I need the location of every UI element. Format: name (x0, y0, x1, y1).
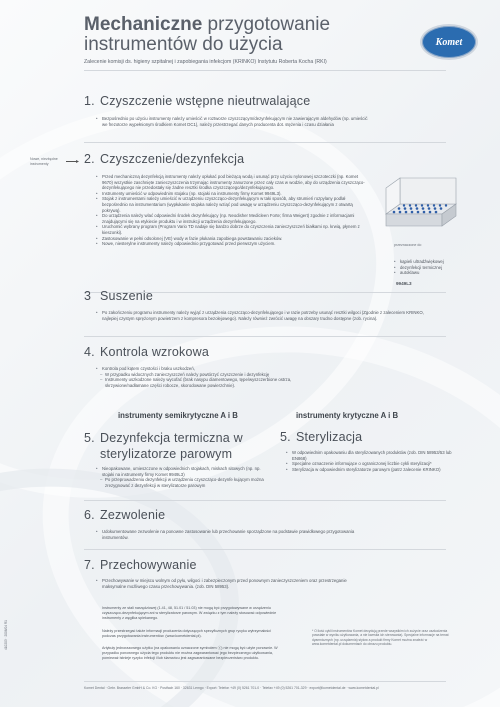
list-item: • Uruchomić wybrany program (Program Vario TD nadaje się bardzo dobrze do czyszczenia zanieczyszczeń białkami np. krwią, płynem z kieszonki). (96, 224, 366, 235)
list-subitem: – W przypadku widocznych zanieczyszczeń należy powtórzyć czyszczenie i dezynfekcję (96, 372, 326, 378)
section-1-title (84, 94, 310, 108)
komet-logo (420, 24, 478, 60)
list-item: • kąpieli ultradźwiękowej (394, 259, 474, 265)
divider (84, 500, 446, 501)
section-number: 3 (84, 289, 92, 303)
list-item: • Przechowywanie w miejscu wolnym od pyłu, wilgoci i zabezpieczonym przed ponownym zanieczyszczeniem oraz przestrzeganie maksymalne możliwego czasu przechowywania. (zob. DIN 58953). (96, 578, 366, 589)
list-subitem: – Po przeprowadzeniu dezynfekcji w urządzeniu czyszcząco-dezynfe kującym można zrezygnować z dezynfekcji w sterylizatorze parowym (96, 477, 266, 488)
section-number: 2. (84, 152, 95, 166)
section-6-list (96, 529, 366, 540)
list-item: • autoklawu (394, 270, 474, 276)
list-item: • Instrumenty umieścić w odpowiednim stojaku (np. stojaki na instrumenty firmy Komet 9949L3). (96, 191, 366, 197)
section-6-title (84, 508, 165, 522)
footer-note-2: Należy przestrzegać także informacji producenta dotyczących specyficznych grup rycyku wytrzymałości podczas przygotowania instrumentów. (www.kometdental.pl). (102, 629, 271, 638)
tray-caption: przeznaczone do (394, 243, 422, 247)
section-heading-line2: sterylizatorze parowym (100, 447, 233, 461)
tray-uses-list (394, 259, 474, 276)
divider (84, 142, 446, 143)
bottom-contact-bar: Komet Dental · Gebr. Brasseler GmbH & Co. KG · Postfach 160 · 32631 Lemgo · Export: Telefon +49 (0) 5261 701-0 · Telefax +49 (0) 5261 701-329 · export@kometdental.de · www.kometdental.pl (84, 686, 379, 690)
section-1-list (96, 116, 372, 127)
list-item: • Kontrola pod kątem czystości i braku uszkodzeń, (96, 366, 326, 372)
section-heading: Suszenie (100, 289, 154, 303)
section-2-list (96, 174, 366, 247)
section-heading: Czyszczenie/dezynfekcja (100, 152, 245, 166)
title-bold: Mechaniczne (84, 14, 203, 35)
list-item: • Udokumentowane zezwolenie na ponowne zastosowanie lub przechowanie sporządzone na podstawie prawidłowego przygotowania instrumentów. (96, 529, 366, 540)
list-subitem: – Instrumenty uszkodzone należy wycofać (brak nasypu diamentowego, tępe/wyszczerbione ostrza, skrzywione/nadłamane części robocze, skorodowane powierzchnie). (96, 377, 326, 388)
footer-note-1: Instrumenty ze stali narzędziowej (1.41, 48, 51.01 / 51.03) nie mogą być przygotowywane w urządzeniu czyszcząco-dezynfekującym ani w sterylizatorze parowym. W związku z tym należy stosować odpowiednie instrumenty z węglika spiekanego. (102, 606, 277, 620)
section-heading: Sterylizacja (296, 430, 363, 444)
section-number: 7. (84, 558, 95, 572)
list-item: • Po zakończeniu programu instrumenty należy wyjąć z urządzenia czyszcząco-dezynfekującego i w razie potrzeby usunąć resztki wilgoci (Zgodnie z zaleceniem KRINKO, najlepiej czystym sprężonym powietrzem z kompresora bezolejowego). Należy również zwrócić uwagę na obszary trudno dostępne (zob. rycina). (96, 310, 436, 321)
logo-text: Komet (435, 36, 463, 48)
section-2-title (84, 152, 244, 166)
list-item: • Zastosowanie w pełni odsolonej (VE) wody w fazie płukania zapobiega powstawaniu zacieków. (96, 236, 366, 242)
section-5-title (84, 430, 274, 462)
section-heading: Kontrola wzrokowa (100, 345, 210, 359)
section-7-title (84, 558, 197, 572)
footer-right-note: * O ilość cykli instrumentów Komet decydują przede wszystkim ich zużycie oraz uszkodzenia powstałe w wyniku użytkowania, a nie kwestia ich sterowania). Specjalne informacje na temat dyamnicznych (np. urządzenia) stylow a produkt firmy Komet można znaleźć w www.kometdental.pl dokumentach do obrazu produktu. (312, 629, 449, 646)
instrument-tray-image (380, 174, 460, 236)
footer-note-3: Artykuły jednorazowego użytku (na opakowaniu oznaczone symbolem ⓧ) nie mogą być użyte ponownie. W przypadku ponownego użycia tego produktu nie można zagwarantować jego bezpiecznego użytkowania, pomieważ istnieje ryzyko infekcji i/lub ślamańcu jest zagwarantowane bezpieczeństwo produktu. (102, 646, 278, 660)
list-item: • Bezpośrednio po użyciu instrumenty należy umieścić w roztworze czyszczącym/dezynfekującym nie zawierającym aldehydów (np. umieścić we frezotorze wypełnionym środkiem Komet DC1), należy przestrzegać danych producenta dot. stężenia i czasu działania (96, 116, 372, 127)
section-number: 6. (84, 508, 95, 522)
section-5b-list (286, 450, 456, 472)
section-3-list (96, 310, 436, 321)
column-heading-critical: instrumenty krytyczne A i B (296, 411, 399, 420)
list-item: • Do urządzenia należy wlać odpowiedni środek dezynfekujący (np. Neodisher Medicleen Forte; firma Weigert) zgodnie z informacjami znajdującymi się na etykiecie produktu i w instrukcji urządzenia dezynfekującego. (96, 213, 366, 224)
section-heading: Zezwolenie (100, 508, 166, 522)
section-7-list (96, 578, 366, 589)
divider (84, 70, 446, 71)
section-number: 4. (84, 345, 95, 359)
section-4-title (84, 345, 209, 359)
section-heading: Dezynfekcja termiczna w (100, 431, 243, 445)
column-heading-semicritical: instrumenty semikrytyczne A i B (118, 411, 238, 420)
section-5b-title (280, 430, 362, 444)
list-item: • Nowe, niesterylne instrumenty należy odpowiednio przygotować przed pierwszym użyciem. (96, 241, 366, 247)
list-item: • Nieopakowane, umieszczone w odpowiednich stojakach, miskach sitowych (np. np. stojaki na instrumenty firmy Komet 9949L3) (96, 466, 266, 477)
subtitle: Zalecenie komisji ds. higieny szpitalnej i zapobiegania infekcjom (KRINKO) Instytutu Roberta Kocha (RKI) (84, 59, 327, 65)
section-heading: Przechowywanie (100, 558, 197, 572)
side-code: 410203 · 2006/04 R1 (4, 620, 8, 650)
divider (84, 549, 446, 550)
section-number: 5. (280, 430, 291, 444)
section-number: 5. (84, 431, 95, 445)
page-title (84, 15, 424, 55)
list-item: • Specjalne oznaczenie informujące o ograniczonej liczbie cykli sterylizacji* (286, 461, 456, 467)
title-rest: przygotowanie (207, 14, 331, 35)
list-item: • Przed mechaniczną dezynfekcją instrumenty należy opłukać pod bieżącą wodą i usunąć przy użyciu nylonowej szczoteczki (np. Komet 9670) wszystkie zaschnięte zanieczyszczenia trzymając instrumenty zanurzone przez cały czas w wodzie, aby do urządzenia czyszcząco-dezynfekującego nie przedostały się żadne resztki środka czyszczącego/dezynfekującego. (96, 174, 366, 191)
section-5-list (96, 466, 266, 488)
title-line2: instrumentów do użycia (84, 34, 283, 55)
list-item: • Sterylizacja w odpowiednim sterylizatorze parowym (patrz zalecenie KRINKO) (286, 467, 456, 473)
list-item: • W odpowiednim opakowaniu dla sterylizowanych produktów (zob. DIN 58953/53 lub EN868) (286, 450, 456, 461)
side-note: Nowe, niezbędne instrumenty (30, 157, 58, 166)
section-4-list (96, 366, 326, 388)
divider (84, 681, 446, 682)
section-number: 1. (84, 94, 95, 108)
arrow-right-icon: ▸ (76, 159, 80, 165)
divider (84, 336, 446, 337)
list-item: • Stojak z instrumentami należy umieścić w urządzeniu czyszcząco-dezynfekującym w taki sposób, aby strumień rozpylany podlał bezpośrednio na instrumentarium (wypłukanie stojaka należy wziąć pod uwagę w urządzeniu czyszcząco-dezynfekującym z otwartą pokrywą). (96, 196, 366, 213)
section-3-title (84, 289, 153, 303)
tray-code: 9949L3 (396, 281, 412, 286)
list-item: • dezynfekcji termicznej (394, 265, 474, 271)
section-heading: Czyszczenie wstępne nieutrwalające (100, 94, 311, 108)
